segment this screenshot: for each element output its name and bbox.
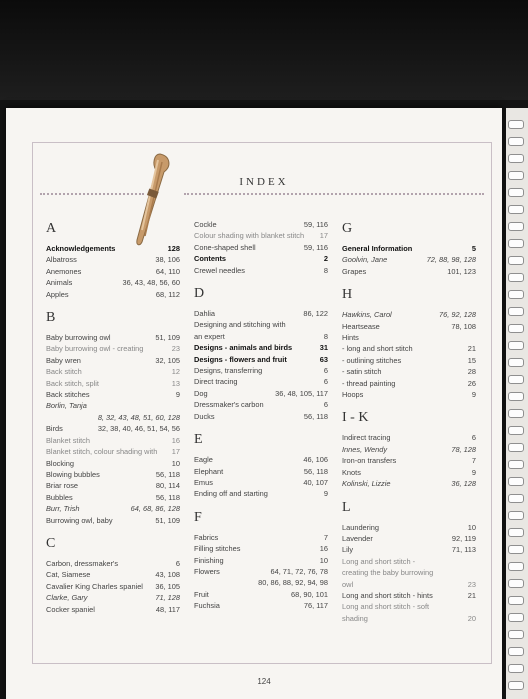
index-entry (46, 289, 180, 300)
index-entry (194, 543, 328, 554)
index-entry (46, 389, 180, 400)
entry-name: Long and short stitch - soft shading (342, 602, 430, 623)
entry-name: Long and short stitch - hints (342, 590, 433, 600)
index-entry (46, 569, 180, 580)
index-entry (46, 480, 180, 491)
entry-pages: 43, 108 (155, 570, 180, 580)
entry-name: Ending off and starting (194, 489, 268, 499)
binding-ring (508, 137, 524, 146)
entry-name: Designing and stitching with an expert (194, 320, 286, 341)
index-entry (194, 577, 328, 588)
index-entry (194, 399, 328, 410)
index-entry (194, 365, 328, 376)
entry-name: Hawkins, Carol (342, 310, 392, 320)
entry-pages: 6 (323, 377, 328, 387)
binding-ring (508, 613, 524, 622)
entry-pages: 86, 122 (303, 309, 328, 319)
entry-pages: 10 (467, 522, 476, 532)
entry-name: Acknowledgements (46, 244, 116, 253)
entry-pages: 80, 114 (155, 481, 180, 491)
entry-name: Grapes (342, 266, 367, 276)
entry-pages: 6 (175, 558, 180, 568)
index-entry (342, 478, 476, 489)
index-column-3 (342, 219, 476, 632)
entry-name: Lavender (342, 533, 373, 543)
entry-pages: 23 (467, 579, 476, 589)
section-letter: H (342, 287, 353, 303)
entry-name: Flowers (194, 566, 220, 576)
index-entry (342, 544, 476, 555)
entry-name: Bubbles (46, 492, 73, 502)
entry-pages: 2 (323, 254, 328, 264)
section-letter: I - K (342, 410, 369, 426)
entry-pages: 8, 32, 43, 48, 51, 60, 128 (97, 412, 180, 422)
index-entry (194, 466, 328, 477)
entry-name: Clarke, Gary (46, 593, 88, 603)
binding-ring (508, 222, 524, 231)
index-column-1 (46, 219, 180, 623)
entry-name: Laundering (342, 522, 379, 532)
entry-pages: 36, 48, 105, 117 (275, 388, 328, 398)
entry-name: Albatross (46, 255, 77, 265)
entry-name: Ducks (194, 411, 215, 421)
binding-ring (508, 358, 524, 367)
binding-ring (508, 477, 524, 486)
binding-ring (508, 375, 524, 384)
section-letter: D (194, 286, 205, 302)
entry-pages: 32, 38, 40, 46, 51, 54, 56 (97, 424, 180, 434)
index-entry (342, 309, 476, 320)
entry-name: Burr, Trish (46, 504, 80, 514)
index-entry (342, 601, 476, 624)
index-entry (46, 503, 180, 514)
section-letter: F (194, 509, 202, 525)
entry-name: General Information (342, 244, 413, 253)
entry-pages: 36, 128 (451, 479, 476, 489)
index-entry (46, 266, 180, 277)
entry-name: Dressmaker's carbon (194, 400, 264, 410)
binding-ring (508, 273, 524, 282)
entry-name: Baby wren (46, 355, 81, 365)
index-entry (194, 388, 328, 399)
entry-name: Designs - flowers and fruit (194, 354, 287, 364)
entry-pages: 46, 106 (303, 455, 328, 465)
entry-pages: 9 (471, 390, 476, 400)
binding-ring (508, 426, 524, 435)
entry-pages: 21 (467, 344, 476, 354)
entry-name: Knots (342, 467, 361, 477)
index-entry (342, 355, 476, 366)
entry-pages: 13 (171, 378, 180, 388)
entry-pages: 63 (319, 354, 328, 364)
entry-name: Animals (46, 278, 73, 288)
entry-name: - outlining stitches (342, 355, 402, 365)
index-entry (46, 435, 180, 446)
entry-name: Dog (194, 388, 208, 398)
entry-pages: 17 (171, 447, 180, 457)
entry-pages: 78, 108 (451, 321, 476, 331)
entry-pages: 68, 90, 101 (291, 589, 328, 599)
index-entry (194, 354, 328, 365)
entry-pages: 56, 118 (303, 466, 328, 476)
entry-name: Apples (46, 289, 69, 299)
entry-pages: 64, 68, 86, 128 (130, 504, 180, 514)
entry-pages: 76, 92, 128 (439, 310, 476, 320)
entry-pages: 101, 123 (447, 266, 476, 276)
index-title: INDEX (239, 176, 289, 188)
binding-ring (508, 630, 524, 639)
entry-pages: 8 (323, 265, 328, 275)
section-letter: L (342, 499, 351, 515)
section-letter: G (342, 221, 353, 236)
index-entry (342, 590, 476, 601)
index-entry (46, 277, 180, 288)
entry-pages: 48, 117 (155, 604, 180, 614)
binding-ring (508, 579, 524, 588)
binding-ring (508, 528, 524, 537)
index-entry (46, 592, 180, 603)
entry-pages: 56, 118 (155, 492, 180, 502)
entry-pages: 9 (175, 390, 180, 400)
entry-name: Blocking (46, 458, 74, 468)
entry-pages: 71, 113 (451, 545, 476, 555)
entry-pages: 5 (471, 244, 476, 253)
entry-name: Long and short stitch - creating the baby burrowing owl (342, 556, 434, 589)
entry-name: Borlin, Tanja (46, 401, 87, 411)
index-section (342, 221, 476, 285)
index-entry (342, 522, 476, 533)
index-entry (46, 581, 180, 592)
entry-pages: 51, 109 (155, 333, 180, 343)
entry-name: Dahlia (194, 309, 215, 319)
index-entry (46, 446, 180, 457)
index-entry (46, 412, 180, 423)
index-entry (46, 492, 180, 503)
entry-pages: 59, 116 (303, 242, 328, 252)
entry-name: Hints (342, 333, 359, 343)
index-section (46, 221, 180, 308)
entry-pages: 8 (323, 331, 328, 341)
entry-name: Indirect tracing (342, 433, 391, 443)
index-section (342, 500, 476, 633)
index-entry (46, 515, 180, 526)
section-letter: B (46, 310, 56, 326)
entry-name: Hoops (342, 390, 364, 400)
binding-ring (508, 392, 524, 401)
index-entry (194, 411, 328, 422)
binding-ring (508, 494, 524, 503)
index-entry (194, 319, 328, 342)
index-section (194, 286, 328, 430)
index-entry (342, 266, 476, 277)
entry-name: Baby burrowing owl (46, 333, 111, 343)
index-entry (194, 230, 328, 241)
entry-pages: 15 (467, 355, 476, 365)
entry-name: Cockle (194, 220, 217, 229)
binding-ring (508, 205, 524, 214)
index-entry (342, 378, 476, 389)
binding-ring (508, 154, 524, 163)
entry-name: Cat, Siamese (46, 570, 91, 580)
entry-pages: 23 (171, 344, 180, 354)
section-letter: A (46, 221, 57, 236)
index-entry (342, 254, 476, 265)
entry-pages: 10 (171, 458, 180, 468)
index-entry (342, 455, 476, 466)
background-top (0, 0, 528, 100)
entry-pages: 16 (319, 544, 328, 554)
entry-pages: 36, 43, 48, 56, 60 (122, 278, 180, 288)
entry-pages: 56, 118 (155, 469, 180, 479)
binding-ring (508, 460, 524, 469)
entry-name: Designs, transferring (194, 366, 263, 376)
entry-pages: 64, 71, 72, 76, 78 (270, 566, 328, 576)
index-entry (342, 332, 476, 343)
index-entry (46, 243, 180, 254)
entry-pages: 17 (319, 231, 328, 241)
binding-ring (508, 290, 524, 299)
index-section (46, 536, 180, 623)
entry-pages: 20 (467, 613, 476, 623)
section-letter: E (194, 432, 203, 448)
entry-name: Elephant (194, 466, 224, 476)
entry-pages: 56, 118 (303, 411, 328, 421)
entry-name: Baby burrowing owl - creating (46, 344, 144, 354)
entry-name: Eagle (194, 455, 213, 465)
index-entry (194, 566, 328, 577)
entry-pages: 16 (171, 435, 180, 445)
entry-name: Colour shading with blanket stitch (194, 231, 305, 241)
entry-name: Finishing (194, 555, 224, 565)
entry-name: Cocker spaniel (46, 604, 95, 614)
index-entry (342, 556, 476, 590)
index-entry (46, 423, 180, 434)
index-entry (46, 378, 180, 389)
spiral-binding (506, 108, 528, 699)
entry-pages: 80, 86, 88, 92, 94, 98 (258, 578, 328, 588)
entry-name: Blanket stitch, colour shading with (46, 447, 158, 457)
entry-name: Iron-on transfers (342, 456, 397, 466)
entry-name: Lily (342, 545, 354, 555)
binding-ring (508, 596, 524, 605)
entry-pages: 71, 128 (155, 593, 180, 603)
entry-pages: 36, 105 (155, 581, 180, 591)
index-entry (46, 458, 180, 469)
entry-name: Blowing bubbles (46, 469, 100, 479)
entry-pages: 92, 119 (451, 533, 476, 543)
index-entry (194, 488, 328, 499)
entry-name: Carbon, dressmaker's (46, 558, 119, 568)
index-section (194, 219, 328, 284)
entry-pages: 7 (323, 532, 328, 542)
binding-ring (508, 341, 524, 350)
entry-name: Emus (194, 477, 213, 487)
entry-name: Fruit (194, 589, 209, 599)
index-entry (342, 389, 476, 400)
entry-name: Filling stitches (194, 544, 241, 554)
entry-name: Goolvin, Jane (342, 255, 388, 265)
index-entry (194, 308, 328, 319)
index-entry (46, 604, 180, 615)
index-entry (194, 600, 328, 611)
index-entry (46, 332, 180, 343)
entry-pages: 6 (323, 400, 328, 410)
entry-name: Cone-shaped shell (194, 242, 256, 252)
binding-ring (508, 545, 524, 554)
entry-pages: 51, 109 (155, 515, 180, 525)
entry-pages: 12 (171, 367, 180, 377)
entry-pages: 9 (323, 489, 328, 499)
index-section (342, 410, 476, 497)
entry-pages: 28 (467, 367, 476, 377)
entry-name: Innes, Wendy (342, 444, 388, 454)
entry-name: - thread painting (342, 378, 396, 388)
entry-pages: 32, 105 (155, 355, 180, 365)
entry-name: Back stitches (46, 390, 90, 400)
entry-name: Cavalier King Charles spaniel (46, 581, 143, 591)
entry-name: Contents (194, 254, 227, 264)
entry-name: Back stitch (46, 367, 82, 377)
index-entry (194, 219, 328, 230)
entry-name: Birds (46, 424, 63, 434)
index-entry (194, 253, 328, 264)
entry-pages: 68, 112 (155, 289, 180, 299)
entry-pages: 38, 106 (155, 255, 180, 265)
binding-ring (508, 239, 524, 248)
binding-ring (508, 511, 524, 520)
entry-pages: 76, 117 (303, 601, 328, 611)
entry-pages: 9 (471, 467, 476, 477)
index-entry (194, 454, 328, 465)
entry-name: Back stitch, split (46, 378, 99, 388)
index-section (46, 310, 180, 534)
index-entry (342, 343, 476, 354)
page-number: 124 (257, 677, 271, 686)
binding-ring (508, 307, 524, 316)
entry-pages: 26 (467, 378, 476, 388)
index-entry (46, 400, 180, 411)
title-divider-left (40, 193, 144, 195)
index-entry (194, 477, 328, 488)
binding-ring (508, 188, 524, 197)
binding-ring (508, 409, 524, 418)
entry-pages: 7 (471, 456, 476, 466)
index-entry (46, 254, 180, 265)
entry-name: Kolinski, Lizzie (342, 479, 391, 489)
binding-ring (508, 324, 524, 333)
entry-pages: 40, 107 (303, 477, 328, 487)
entry-name: Burrowing owl, baby (46, 515, 113, 525)
entry-name: Crewel needles (194, 265, 245, 275)
index-entry (342, 432, 476, 443)
entry-name: Fuchsia (194, 601, 220, 611)
entry-pages: 59, 116 (303, 220, 328, 229)
entry-pages: 10 (319, 555, 328, 565)
entry-pages: 128 (167, 244, 180, 253)
index-entry (194, 555, 328, 566)
index-section (194, 432, 328, 508)
index-entry (342, 321, 476, 332)
binding-ring (508, 443, 524, 452)
index-entry (342, 366, 476, 377)
binding-ring (508, 120, 524, 129)
entry-pages: 72, 88, 98, 128 (426, 255, 476, 265)
entry-pages: 78, 128 (451, 444, 476, 454)
index-section (342, 287, 476, 408)
binding-ring (508, 647, 524, 656)
index-entry (342, 444, 476, 455)
entry-name: - long and short stitch (342, 344, 413, 354)
entry-pages: 31 (319, 343, 328, 353)
index-entry (194, 589, 328, 600)
index-entry (46, 469, 180, 480)
binding-ring (508, 562, 524, 571)
binding-ring (508, 256, 524, 265)
index-column-2 (194, 219, 328, 620)
binding-ring (508, 664, 524, 673)
entry-pages: 21 (467, 590, 476, 600)
entry-name: Direct tracing (194, 377, 238, 387)
entry-name: Briar rose (46, 481, 79, 491)
index-entry (194, 532, 328, 543)
index-entry (46, 366, 180, 377)
entry-pages: 6 (471, 433, 476, 443)
title-divider-right (184, 193, 484, 195)
index-entry (194, 242, 328, 253)
entry-name: Anemones (46, 266, 82, 276)
index-entry (342, 533, 476, 544)
index-entry (342, 243, 476, 254)
entry-name: Heartsease (342, 321, 380, 331)
section-letter: C (46, 535, 56, 551)
index-section (194, 510, 328, 620)
entry-name: Blanket stitch (46, 435, 90, 445)
index-entry (46, 343, 180, 354)
index-entry (194, 376, 328, 387)
index-entry (46, 355, 180, 366)
entry-name: Fabrics (194, 532, 219, 542)
entry-pages: 6 (323, 366, 328, 376)
entry-name: Designs - animals and birds (194, 343, 293, 353)
index-entry (342, 467, 476, 478)
entry-name: - satin stitch (342, 367, 382, 377)
entry-pages: 64, 110 (155, 266, 180, 276)
index-entry (194, 265, 328, 276)
index-entry (194, 342, 328, 353)
index-entry (46, 558, 180, 569)
